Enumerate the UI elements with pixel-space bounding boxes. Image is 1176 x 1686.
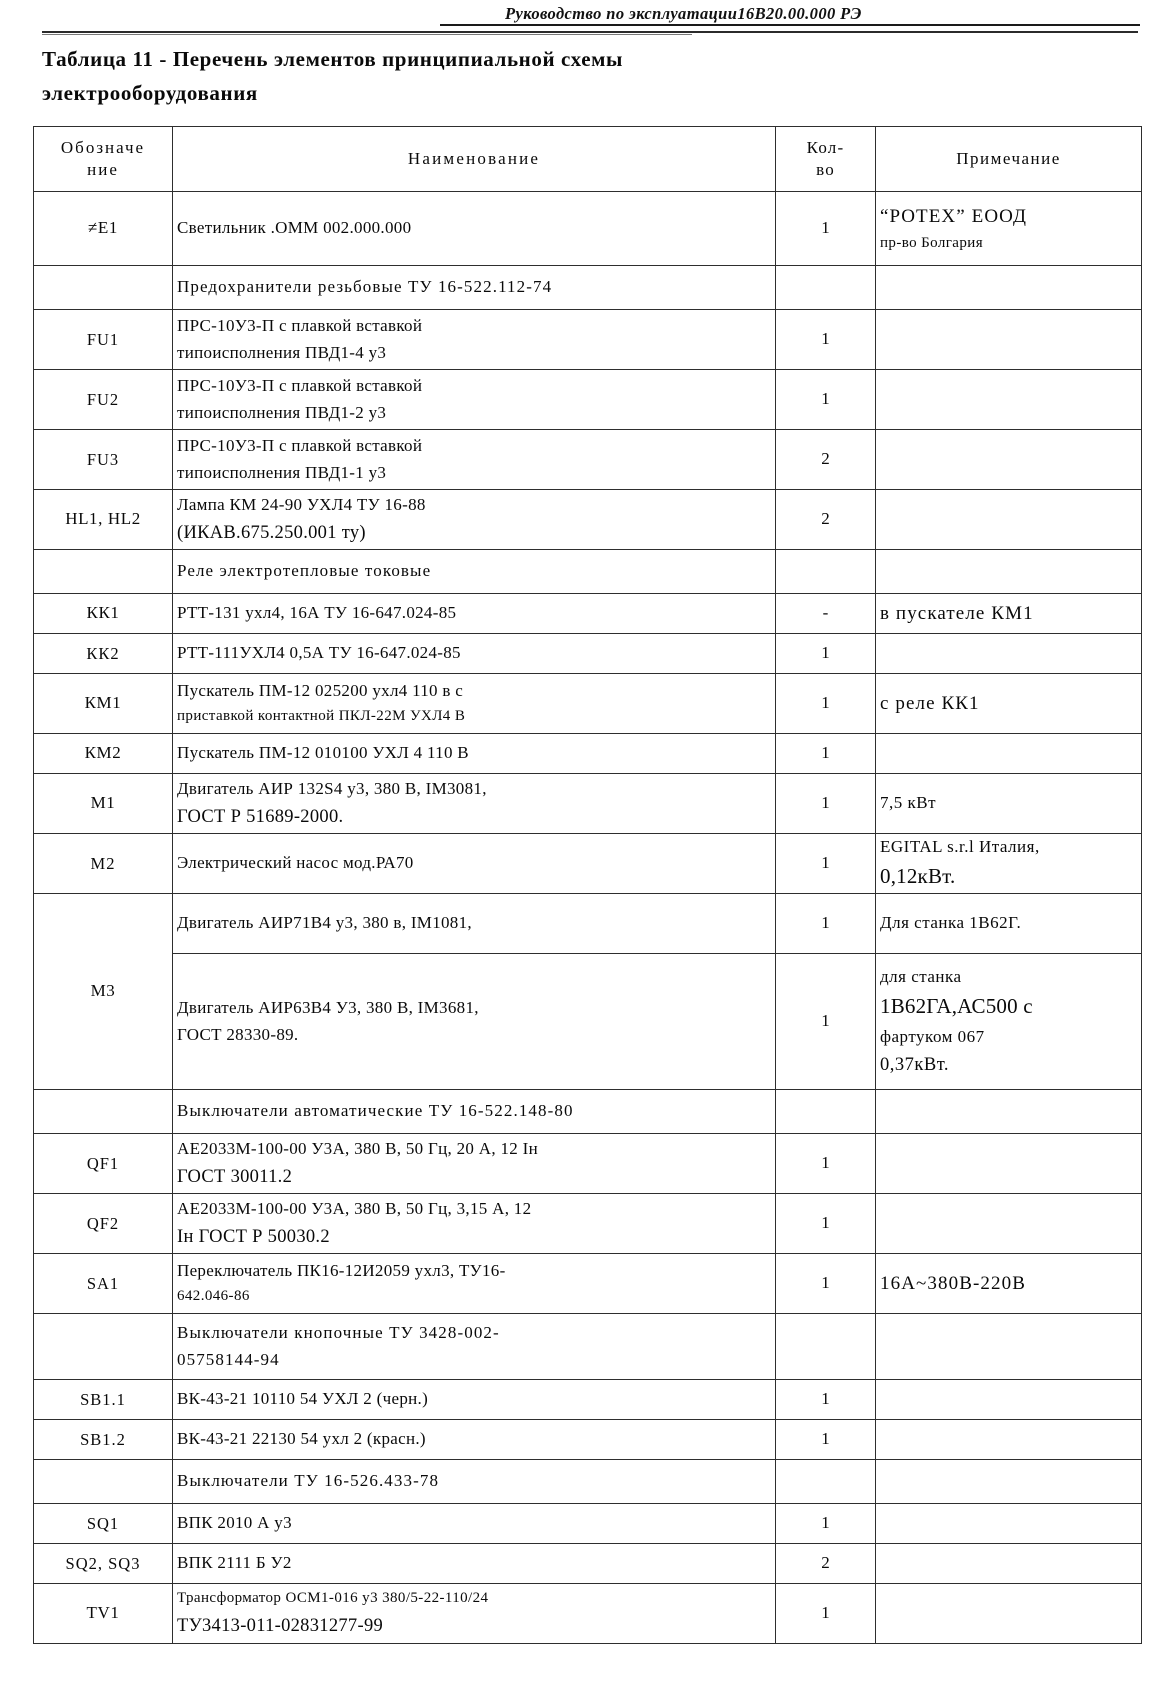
cell-quantity	[776, 266, 876, 310]
cell-designation	[34, 266, 173, 310]
cell-name	[173, 1504, 776, 1544]
cell-note: с реле КК1	[876, 674, 1142, 734]
cell-name-line-1: Двигатель АИР 132S4 у3, 380 В, IM3081,	[177, 778, 487, 798]
cell-name-line-1: РТТ-131 ухл4, 16А ТУ 16-647.024-85	[177, 603, 457, 623]
cell-designation: КК1	[34, 594, 173, 634]
cell-note-line-1: для станка	[880, 966, 962, 986]
cell-quantity: 2	[776, 1544, 876, 1584]
cell-name-line-2: 642.046-86	[177, 1288, 250, 1305]
cell-name-line-1: Пускатель ПМ-12 025200 ухл4 110 в с	[177, 680, 464, 700]
cell-name-line-2: 05758144-94	[177, 1350, 280, 1370]
cell-quantity: 1	[776, 1504, 876, 1544]
cell-designation: SA1	[34, 1254, 173, 1314]
cell-note: Для станка 1В62Г.	[876, 894, 1142, 954]
cell-name-line-1: Двигатель АИР63В4 У3, 380 В, IM3681,	[177, 997, 479, 1017]
cell-name	[173, 1380, 776, 1420]
cell-name	[173, 954, 776, 1090]
column-header-designation	[34, 127, 173, 192]
cell-designation: SQ2, SQ3	[34, 1544, 173, 1584]
cell-note	[876, 734, 1142, 774]
cell-note	[876, 370, 1142, 430]
cell-name-line-1: Двигатель АИР71В4 у3, 380 в, IM1081,	[177, 913, 472, 933]
cell-name-line-1: Предохранители резьбовые ТУ 16-522.112-74	[177, 277, 553, 297]
cell-name-line-1: Выключатели кнопочные ТУ 3428-002-	[177, 1322, 500, 1342]
cell-quantity	[776, 1090, 876, 1134]
table-caption-line-2: электрооборудования	[42, 81, 258, 105]
cell-quantity	[776, 1314, 876, 1380]
table-row	[34, 430, 1142, 490]
cell-designation: QF1	[34, 1134, 173, 1194]
cell-designation: КК2	[34, 634, 173, 674]
cell-name-line-1: АЕ2033М-100-00 У3А, 380 В, 50 Гц, 20 А, 12 Iн	[177, 1138, 538, 1158]
cell-name	[173, 1134, 776, 1194]
cell-note	[876, 310, 1142, 370]
cell-quantity: 1	[776, 370, 876, 430]
cell-name-line-1: ВК-43-21 22130 54 ухл 2 (красн.)	[177, 1429, 426, 1449]
cell-quantity	[776, 550, 876, 594]
table-head	[34, 127, 1142, 192]
table-row	[34, 266, 1142, 310]
cell-name-line-1: ПРС-10У3-П с плавкой вставкой	[177, 375, 423, 395]
header-designation-line-1: Обозначе	[60, 137, 146, 157]
cell-name-line-1: Пускатель ПМ-12 010100 УХЛ 4 110 В	[177, 743, 469, 763]
cell-note	[876, 1420, 1142, 1460]
cell-designation: QF2	[34, 1194, 173, 1254]
cell-name-line-1: Реле электротепловые токовые	[177, 561, 432, 581]
table-caption-line-1: Таблица 11 - Перечень элементов принципиальной схемы	[42, 47, 624, 71]
cell-name	[173, 1460, 776, 1504]
cell-name-line-2: типоисполнения ПВД1-4 у3	[177, 343, 387, 362]
cell-quantity: 1	[776, 894, 876, 954]
cell-designation: FU1	[34, 310, 173, 370]
running-page-header	[0, 0, 1176, 36]
cell-name	[173, 1194, 776, 1254]
table-row	[34, 1504, 1142, 1544]
cell-designation: М2	[34, 834, 173, 894]
cell-name-line-1: АЕ2033М-100-00 У3А, 380 В, 50 Гц, 3,15 А, 12	[177, 1198, 532, 1218]
cell-quantity: 1	[776, 734, 876, 774]
cell-name	[173, 834, 776, 894]
table-row	[34, 674, 1142, 734]
cell-note	[876, 954, 1142, 1090]
cell-note	[876, 834, 1142, 894]
table-row	[34, 634, 1142, 674]
cell-quantity: 1	[776, 954, 876, 1090]
cell-designation: TV1	[34, 1584, 173, 1644]
cell-name	[173, 1314, 776, 1380]
cell-designation	[34, 1314, 173, 1380]
cell-name	[173, 370, 776, 430]
cell-name-line-1: ВПК 2010 А у3	[177, 1513, 292, 1533]
cell-name	[173, 894, 776, 954]
cell-quantity: 1	[776, 674, 876, 734]
cell-name	[173, 674, 776, 734]
table-row	[34, 550, 1142, 594]
cell-name-line-1: Электрический насос мод.РА70	[177, 853, 414, 873]
header-quantity-line-2: во	[816, 160, 835, 179]
header-rule-bottom-secondary	[42, 34, 692, 35]
cell-name	[173, 734, 776, 774]
table-row	[34, 310, 1142, 370]
cell-quantity: 1	[776, 1420, 876, 1460]
cell-designation	[34, 1460, 173, 1504]
cell-note	[876, 266, 1142, 310]
cell-designation: SQ1	[34, 1504, 173, 1544]
cell-name-line-1: ВК-43-21 10110 54 УХЛ 2 (черн.)	[177, 1389, 429, 1409]
cell-note	[876, 1194, 1142, 1254]
cell-note-line-3: фартуком 067	[880, 1026, 985, 1046]
table-body	[34, 192, 1142, 1644]
cell-note	[876, 1380, 1142, 1420]
cell-quantity: 2	[776, 490, 876, 550]
cell-note	[876, 1134, 1142, 1194]
cell-note: 7,5 кВт	[876, 774, 1142, 834]
table-row	[34, 1134, 1142, 1194]
cell-quantity	[776, 1460, 876, 1504]
cell-name-line-1: Переключатель ПК16-12И2059 ухл3, ТУ16-	[177, 1261, 506, 1281]
column-header-name: Наименование	[173, 127, 776, 192]
cell-name-line-2: приставкой контактной ПКЛ-22М УХЛ4 В	[177, 708, 466, 725]
column-header-note: Примечание	[876, 127, 1142, 192]
cell-name-line-1: ПРС-10У3-П с плавкой вставкой	[177, 435, 423, 455]
cell-name-line-1: ПРС-10У3-П с плавкой вставкой	[177, 315, 423, 335]
cell-quantity: 1	[776, 192, 876, 266]
cell-note	[876, 1584, 1142, 1644]
cell-note	[876, 1460, 1142, 1504]
cell-quantity: 1	[776, 1134, 876, 1194]
table-row	[34, 192, 1142, 266]
cell-name	[173, 1584, 776, 1644]
table-row	[34, 1380, 1142, 1420]
cell-name	[173, 430, 776, 490]
cell-name	[173, 1090, 776, 1134]
cell-quantity: 1	[776, 1254, 876, 1314]
cell-note	[876, 1314, 1142, 1380]
table-row	[34, 954, 1142, 1090]
table-row	[34, 894, 1142, 954]
cell-name-line-1: ВПК 2111 Б У2	[177, 1553, 292, 1573]
cell-designation: SB1.1	[34, 1380, 173, 1420]
cell-name-line-2: ГОСТ 28330-89.	[177, 1025, 299, 1045]
cell-quantity: 1	[776, 1380, 876, 1420]
cell-designation	[34, 1090, 173, 1134]
cell-name-line-2: типоисполнения ПВД1-1 у3	[177, 463, 387, 482]
cell-designation: HL1, HL2	[34, 490, 173, 550]
table-row	[34, 734, 1142, 774]
cell-note-line-2: 0,12кВт.	[880, 864, 956, 889]
cell-note	[876, 550, 1142, 594]
table-row	[34, 490, 1142, 550]
table-row	[34, 1460, 1142, 1504]
cell-quantity: -	[776, 594, 876, 634]
cell-note	[876, 1544, 1142, 1584]
cell-quantity: 1	[776, 834, 876, 894]
cell-note: в пускателе КМ1	[876, 594, 1142, 634]
cell-name	[173, 774, 776, 834]
cell-name-line-2: ГОСТ Р 51689-2000.	[177, 807, 344, 828]
table-row	[34, 774, 1142, 834]
header-quantity-line-1: Кол-	[806, 137, 845, 157]
cell-note	[876, 430, 1142, 490]
cell-note-line-1: “POTEX” ЕООД	[880, 205, 1028, 227]
header-rule-top	[440, 24, 1140, 26]
cell-note: 16А~380В-220В	[876, 1254, 1142, 1314]
table-row	[34, 1544, 1142, 1584]
cell-name	[173, 1544, 776, 1584]
cell-designation: М1	[34, 774, 173, 834]
table-caption	[42, 42, 1042, 110]
cell-name-line-2: типоисполнения ПВД1-2 у3	[177, 403, 387, 422]
cell-designation: SB1.2	[34, 1420, 173, 1460]
cell-designation: FU3	[34, 430, 173, 490]
header-designation-line-2: ние	[87, 160, 119, 179]
cell-name-line-1: РТТ-111УХЛ4 0,5А ТУ 16-647.024-85	[177, 643, 461, 663]
cell-name	[173, 1420, 776, 1460]
cell-note	[876, 634, 1142, 674]
column-header-quantity	[776, 127, 876, 192]
cell-quantity: 2	[776, 430, 876, 490]
elements-table-container	[33, 126, 1141, 1644]
cell-name-line-1: Лампа КМ 24-90 УХЛ4 ТУ 16-88	[177, 494, 426, 514]
table-row	[34, 1254, 1142, 1314]
cell-note-line-4: 0,37кВт.	[880, 1055, 950, 1076]
running-header-text: Руководство по эксплуатации16В20.00.000 РЭ	[505, 4, 862, 23]
table-header-row	[34, 127, 1142, 192]
table-row	[34, 1194, 1142, 1254]
table-row	[34, 594, 1142, 634]
cell-designation: КМ2	[34, 734, 173, 774]
table-row	[34, 1090, 1142, 1134]
cell-note	[876, 192, 1142, 266]
cell-name	[173, 490, 776, 550]
cell-note-line-2: пр-во Болгария	[880, 234, 983, 251]
cell-note	[876, 1504, 1142, 1544]
cell-note	[876, 490, 1142, 550]
cell-name	[173, 594, 776, 634]
cell-name-line-1: Выключатели автоматические ТУ 16-522.148-80	[177, 1101, 574, 1121]
table-row	[34, 1420, 1142, 1460]
cell-quantity: 1	[776, 634, 876, 674]
cell-designation: КМ1	[34, 674, 173, 734]
cell-note-line-1: EGITAL s.r.l Италия,	[880, 837, 1040, 856]
cell-designation	[34, 550, 173, 594]
cell-note-line-2: 1В62ГА,АС500 с	[880, 994, 1033, 1019]
cell-quantity: 1	[776, 774, 876, 834]
cell-designation: ≠Е1	[34, 192, 173, 266]
cell-name-line-2: ГОСТ 30011.2	[177, 1167, 293, 1188]
cell-quantity: 1	[776, 310, 876, 370]
cell-designation: М3	[34, 894, 173, 1090]
header-rule-bottom	[42, 31, 1138, 33]
cell-name	[173, 192, 776, 266]
cell-quantity: 1	[776, 1194, 876, 1254]
cell-name-line-2: Iн ГОСТ Р 50030.2	[177, 1227, 330, 1248]
table-row	[34, 370, 1142, 430]
table-row	[34, 1314, 1142, 1380]
cell-name	[173, 310, 776, 370]
cell-quantity: 1	[776, 1584, 876, 1644]
cell-name-line-2: ТУ3413-011-02831277-99	[177, 1615, 384, 1636]
table-row	[34, 834, 1142, 894]
table-row	[34, 1584, 1142, 1644]
cell-name	[173, 550, 776, 594]
cell-name-line-1: Светильник .ОММ 002.000.000	[177, 218, 412, 238]
cell-name-line-1: Выключатели ТУ 16-526.433-78	[177, 1471, 440, 1491]
cell-designation: FU2	[34, 370, 173, 430]
cell-note	[876, 1090, 1142, 1134]
cell-name-line-1: Трансформатор ОСМ1-016 у3 380/5-22-110/24	[177, 1590, 489, 1607]
cell-name-line-2: (ИКАВ.675.250.001 ту)	[177, 523, 366, 544]
cell-name	[173, 266, 776, 310]
elements-table	[33, 126, 1142, 1644]
cell-name	[173, 1254, 776, 1314]
cell-name	[173, 634, 776, 674]
